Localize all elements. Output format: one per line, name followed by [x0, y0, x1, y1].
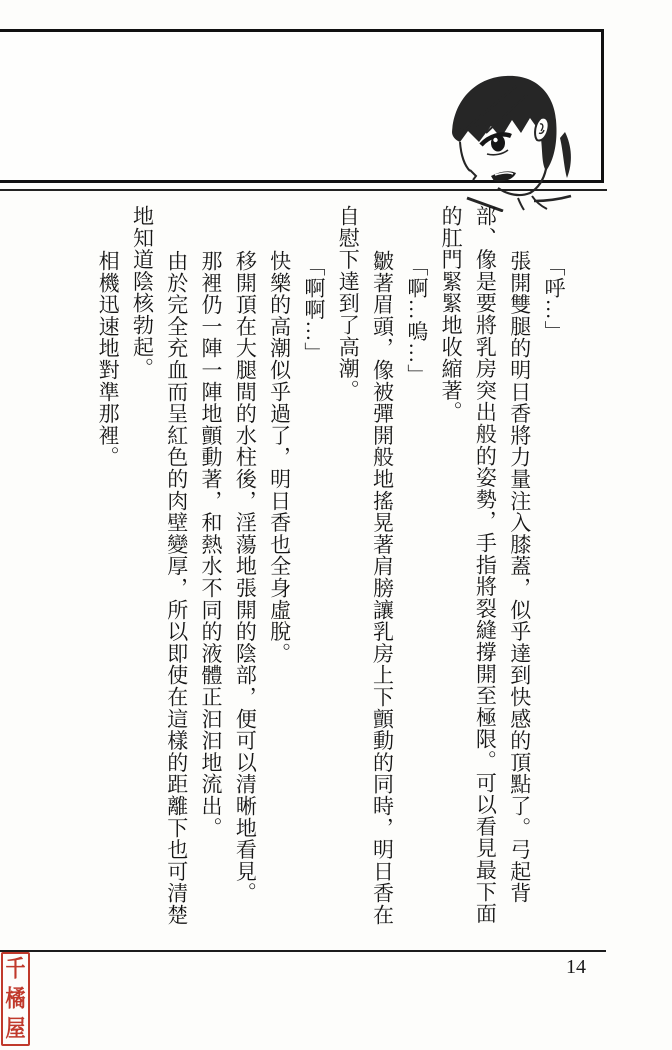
text-column: 自慰下達到了高潮。: [336, 205, 361, 402]
text-column: 由於完全充血而呈紅色的肉壁變厚，所以即使在這樣的距離下也可清楚: [164, 250, 189, 926]
publisher-stamp: [1, 952, 30, 1046]
text-column: 快樂的高潮似乎過了，明日香也全身虛脫。: [267, 250, 292, 665]
page-number: 14: [566, 956, 586, 978]
stamp-character: 橘: [5, 986, 26, 1012]
body-text: [88, 205, 571, 947]
text-column: 移開頂在大腿間的水柱後，淫蕩地張開的陰部，便可以清晰地看見。: [233, 250, 258, 904]
illustration-panel: [0, 29, 604, 183]
footer-rule: [0, 950, 606, 952]
stamp-character: 千: [5, 956, 26, 982]
text-column: 張開雙腿的明日香將力量注入膝蓋，似乎達到快感的頂點了。弓起背: [507, 250, 532, 904]
text-column: 「啊…嗚…」: [404, 255, 429, 386]
text-column: 部、像是要將乳房突出般的姿勢，手指將裂縫撐開至極限。可以看見最下面: [473, 205, 498, 925]
text-column: 的肛門緊緊地收縮著。: [439, 205, 464, 423]
text-column: 皺著眉頭，像被彈開般地搖晃著肩膀讓乳房上下顫動的同時，明日香在: [370, 250, 395, 926]
text-column: 「啊啊…」: [301, 255, 326, 364]
text-column: 相機迅速地對準那裡。: [96, 250, 121, 468]
text-column: 地知道陰核勃起。: [130, 205, 155, 380]
text-column: 那裡仍一陣一陣地顫動著，和熱水不同的液體正汩汩地流出。: [199, 250, 224, 839]
panel-underline: [0, 189, 607, 191]
stamp-character: 屋: [5, 1016, 26, 1042]
text-column: 「呼…」: [542, 255, 566, 343]
